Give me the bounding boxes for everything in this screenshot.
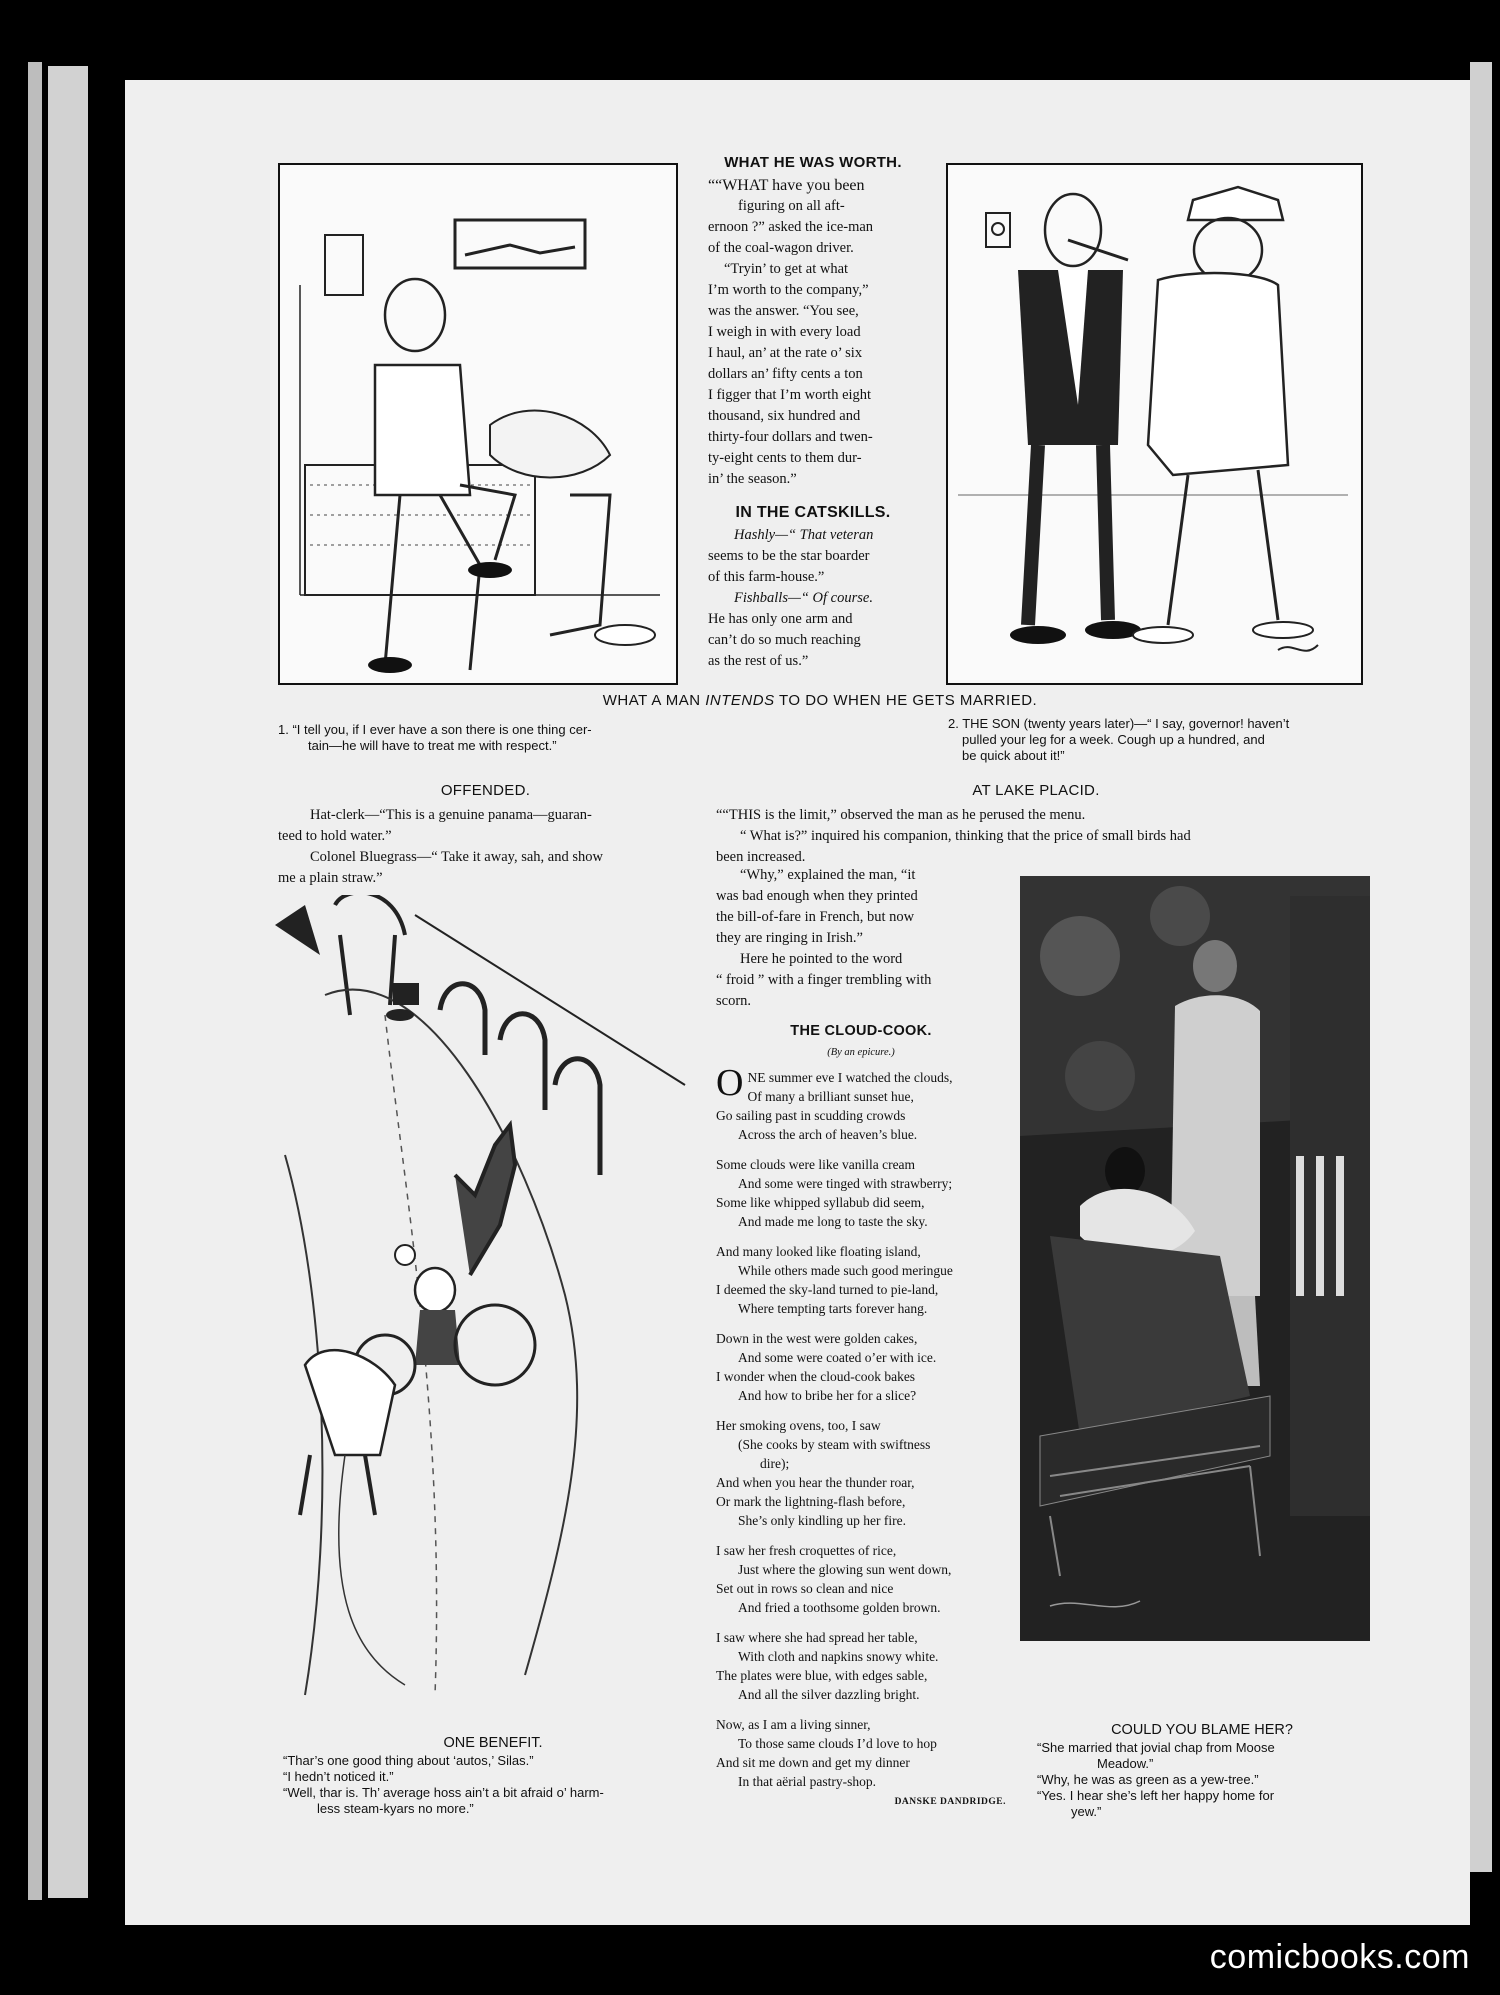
catskills-line: Hashly—“ That veteran bbox=[734, 527, 874, 543]
catskills-title: IN THE CATSKILLS. bbox=[735, 504, 891, 521]
son-illustration bbox=[948, 165, 1361, 683]
woman-porch-painting bbox=[1020, 876, 1370, 1641]
married-caption-1 bbox=[278, 722, 688, 754]
poem-line: And many looked like floating island, bbox=[716, 1244, 921, 1259]
offended-line: Hat-clerk—“This is a genuine panama—guaran- bbox=[310, 807, 592, 823]
story-line: dollars an’ fifty cents a ton bbox=[708, 366, 863, 382]
married-caption-1-b: tain—he will have to treat me with respect.” bbox=[308, 738, 557, 753]
caption-blame-her bbox=[1037, 1722, 1367, 1820]
story-line: figuring on all aft- bbox=[738, 198, 845, 214]
poem-line: And fried a toothsome golden brown. bbox=[738, 1600, 941, 1615]
married-caption-2-a: 2. THE SON (twenty years later)—“ I say, governor! haven’t bbox=[948, 716, 1290, 731]
story-line: ““WHAT have you been bbox=[708, 177, 865, 194]
page-edge-left bbox=[28, 62, 42, 1900]
story-line: of the coal-wagon driver. bbox=[708, 240, 854, 256]
story-title: WHAT HE WAS WORTH. bbox=[724, 154, 902, 171]
poem-line: Now, as I am a living sinner, bbox=[716, 1717, 871, 1732]
poem-line: And some were tinged with strawberry; bbox=[738, 1176, 953, 1191]
poem-line: In that aërial pastry-shop. bbox=[738, 1774, 876, 1789]
offended-line: teed to hold water.” bbox=[278, 828, 392, 844]
lake-placid-line: Here he pointed to the word bbox=[740, 951, 903, 967]
lake-placid-line: “ froid ” with a finger trembling with bbox=[716, 972, 932, 988]
blame-her-line: “She married that jovial chap from Moose bbox=[1037, 1740, 1275, 1755]
lake-placid-line: scorn. bbox=[716, 993, 752, 1009]
poem-line: Across the arch of heaven’s blue. bbox=[738, 1127, 918, 1142]
poem-stanza bbox=[716, 1155, 1006, 1231]
poem-stanza bbox=[716, 1062, 1006, 1144]
site-watermark: comicbooks.com bbox=[1209, 1938, 1470, 1976]
offended-title: OFFENDED. bbox=[440, 782, 531, 799]
poem-line: I saw her fresh croquettes of rice, bbox=[716, 1543, 897, 1558]
blame-her-line: Meadow.” bbox=[1097, 1756, 1154, 1771]
one-benefit-line: less steam-kyars no more.” bbox=[317, 1801, 474, 1816]
story-line: I haul, an’ at the rate o’ six bbox=[708, 345, 863, 361]
poem-line: And when you hear the thunder roar, bbox=[716, 1475, 915, 1490]
blame-her-line: “Why, he was as green as a yew-tree.” bbox=[1037, 1772, 1259, 1787]
poem-line: I saw where she had spread her table, bbox=[716, 1630, 918, 1645]
married-title-b: INTENDS bbox=[705, 692, 775, 709]
offended-line: me a plain straw.” bbox=[278, 870, 383, 886]
catskills-line: of this farm-house.” bbox=[708, 569, 825, 585]
poem-line: She’s only kindling up her fire. bbox=[738, 1513, 906, 1528]
poem-line: I wonder when the cloud-cook bakes bbox=[716, 1369, 916, 1384]
one-benefit-line: “I hedn’t noticed it.” bbox=[283, 1769, 394, 1784]
poem-line: And some were coated o’er with ice. bbox=[738, 1350, 937, 1365]
blame-her-title: COULD YOU BLAME HER? bbox=[1111, 1722, 1293, 1738]
lake-placid-line: ““THIS is the limit,” observed the man as he perused the menu. bbox=[716, 807, 1086, 823]
poem-line: And all the silver dazzling bright. bbox=[738, 1687, 920, 1702]
story-lake-placid bbox=[716, 780, 1356, 868]
poem-stanza bbox=[716, 1715, 1006, 1791]
one-benefit-line: “Thar’s one good thing about ‘autos,’ Silas.” bbox=[283, 1753, 534, 1768]
married-caption-2 bbox=[948, 716, 1358, 764]
poem-dropcap: O bbox=[716, 1062, 744, 1104]
poem-line: dire); bbox=[760, 1456, 790, 1471]
page-edge-right bbox=[1470, 62, 1492, 1872]
poem-line: And made me long to taste the sky. bbox=[738, 1214, 928, 1229]
married-title-c: TO DO WHEN HE GETS MARRIED. bbox=[778, 692, 1038, 709]
lake-placid-line: they are ringing in Irish.” bbox=[716, 930, 863, 946]
poem-line: Her smoking ovens, too, I saw bbox=[716, 1418, 881, 1433]
poem-line: Of many a brilliant sunset hue, bbox=[747, 1089, 914, 1104]
lake-placid-line: “Why,” explained the man, “it bbox=[740, 867, 916, 883]
poem-line: And sit me down and get my dinner bbox=[716, 1755, 910, 1770]
poem-line: While others made such good meringue bbox=[738, 1263, 953, 1278]
lake-placid-line: the bill-of-fare in French, but now bbox=[716, 909, 915, 925]
one-benefit-title: ONE BENEFIT. bbox=[443, 1735, 543, 1751]
lake-placid-line: been increased. bbox=[716, 849, 806, 865]
story-line: in’ the season.” bbox=[708, 471, 797, 487]
story-line: ty-eight cents to them dur- bbox=[708, 450, 862, 466]
poem-stanza bbox=[716, 1541, 1006, 1617]
married-title-a: WHAT A MAN bbox=[602, 692, 701, 709]
poem-line: (She cooks by steam with swiftness bbox=[738, 1437, 931, 1452]
catskills-line: as the rest of us.” bbox=[708, 653, 809, 669]
catskills-line: Fishballs—“ Of course. bbox=[734, 590, 873, 606]
blame-her-line: yew.” bbox=[1071, 1804, 1102, 1819]
story-line: thousand, six hundred and bbox=[708, 408, 861, 424]
poem-stanza bbox=[716, 1329, 1006, 1405]
one-benefit-line: “Well, thar is. Th’ average hoss ain’t a bit afraid o’ harm- bbox=[283, 1785, 604, 1800]
poem-line: To those same clouds I’d love to hop bbox=[738, 1736, 937, 1751]
cartoon-panel-father bbox=[278, 163, 678, 685]
poem-title: THE CLOUD-COOK. bbox=[790, 1023, 932, 1039]
auto-horse-illustration bbox=[265, 895, 705, 1710]
story-line: ernoon ?” asked the ice-man bbox=[708, 219, 874, 235]
story-line: “Tryin’ to get at what bbox=[724, 261, 849, 277]
story-line: I figger that I’m worth eight bbox=[708, 387, 872, 403]
married-caption-1-a: 1. “I tell you, if I ever have a son there is one thing cer- bbox=[278, 722, 592, 737]
catskills-line: He has only one arm and bbox=[708, 611, 853, 627]
poem-line: Set out in rows so clean and nice bbox=[716, 1581, 894, 1596]
story-line: I’m worth to the company,” bbox=[708, 282, 869, 298]
married-title bbox=[420, 692, 1220, 709]
story-line: thirty-four dollars and twen- bbox=[708, 429, 873, 445]
story-line: was the answer. “You see, bbox=[708, 303, 859, 319]
married-caption-2-c: be quick about it!” bbox=[962, 748, 1065, 763]
catskills-line: can’t do so much reaching bbox=[708, 632, 861, 648]
poem-line: Where tempting tarts forever hang. bbox=[738, 1301, 928, 1316]
lake-placid-continued bbox=[716, 865, 991, 1012]
lake-placid-line: “ What is?” inquired his companion, thinking that the price of small birds had bbox=[740, 828, 1191, 844]
blame-her-line: “Yes. I hear she’s left her happy home for bbox=[1037, 1788, 1275, 1803]
poem-line: I deemed the sky-land turned to pie-land, bbox=[716, 1282, 939, 1297]
poem-stanza bbox=[716, 1416, 1006, 1530]
poem-line: NE summer eve I watched the clouds, bbox=[747, 1070, 953, 1085]
poem-line: Or mark the lightning-flash before, bbox=[716, 1494, 906, 1509]
poem-line: Some clouds were like vanilla cream bbox=[716, 1157, 916, 1172]
caption-one-benefit bbox=[283, 1735, 703, 1817]
poem-line: Just where the glowing sun went down, bbox=[738, 1562, 952, 1577]
poem-line: The plates were blue, with edges sable, bbox=[716, 1668, 928, 1683]
poem-line: And how to bribe her for a slice? bbox=[738, 1388, 917, 1403]
poem-line: Down in the west were golden cakes, bbox=[716, 1331, 918, 1346]
page-edge-left-2 bbox=[48, 66, 88, 1898]
father-illustration bbox=[280, 165, 676, 683]
poem-subtitle: (By an epicure.) bbox=[827, 1047, 895, 1058]
married-caption-2-b: pulled your leg for a week. Cough up a hundred, and bbox=[962, 732, 1265, 747]
poem-stanza bbox=[716, 1628, 1006, 1704]
lake-placid-title: AT LAKE PLACID. bbox=[972, 782, 1100, 799]
story-line: I weigh in with every load bbox=[708, 324, 861, 340]
poem-cloud-cook bbox=[716, 1022, 1006, 1812]
poem-author: DANSKE DANDRIDGE. bbox=[894, 1797, 1006, 1807]
poem-line: Go sailing past in scudding crowds bbox=[716, 1108, 906, 1123]
lake-placid-line: was bad enough when they printed bbox=[716, 888, 918, 904]
cartoon-panel-son bbox=[946, 163, 1363, 685]
poem-stanza bbox=[716, 1242, 1006, 1318]
catskills-line: seems to be the star boarder bbox=[708, 548, 870, 564]
offended-line: Colonel Bluegrass—“ Take it away, sah, and show bbox=[310, 849, 603, 865]
poem-line: Some like whipped syllabub did seem, bbox=[716, 1195, 925, 1210]
poem-line: With cloth and napkins snowy white. bbox=[738, 1649, 939, 1664]
story-what-he-was-worth bbox=[708, 152, 918, 672]
story-offended bbox=[278, 780, 693, 889]
